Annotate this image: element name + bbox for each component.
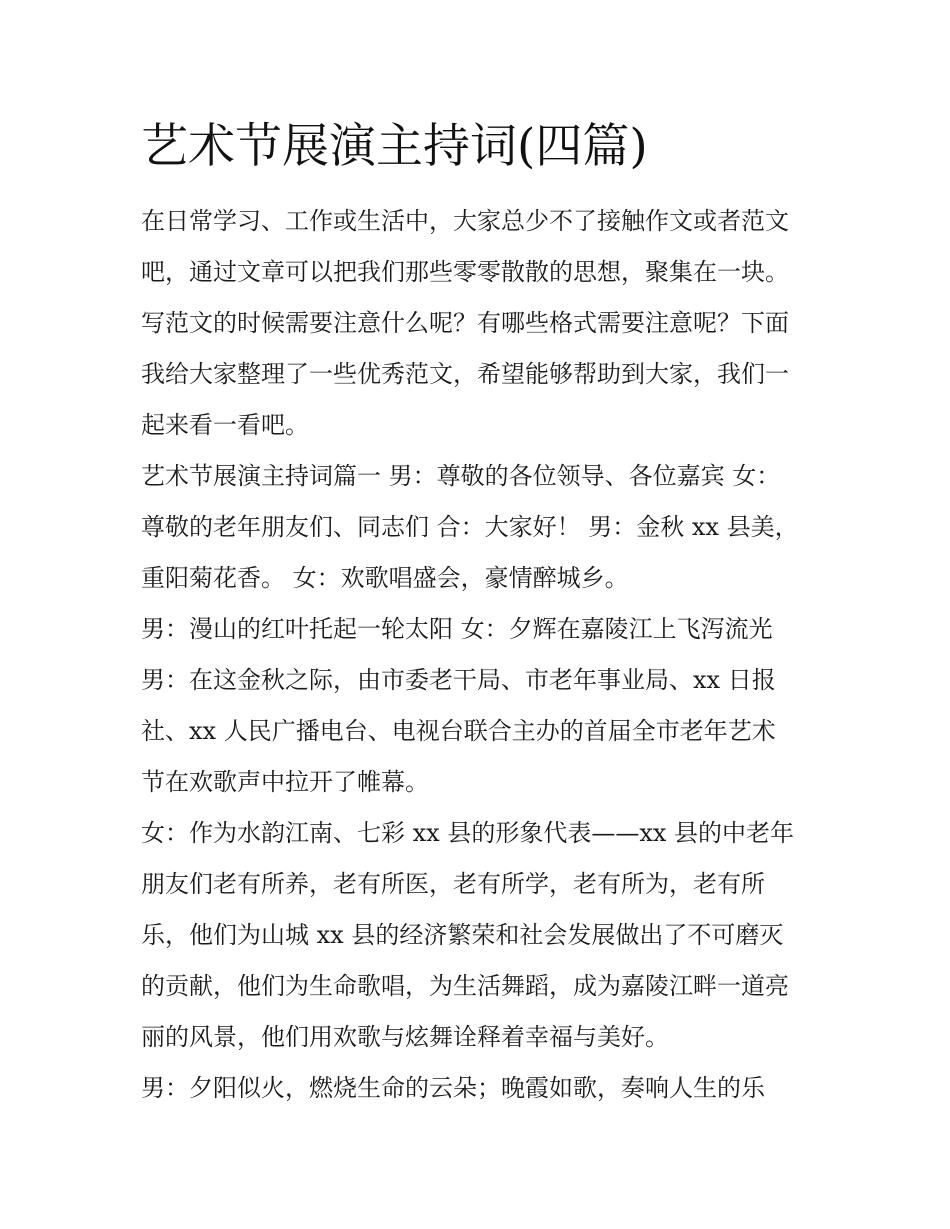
- body-line-14: 朋友们老有所养，老有所医，老有所学，老有所为，老有所: [141, 870, 765, 898]
- body-line-17: 丽的风景，他们用欢歌与炫舞诠释着幸福与美好。: [141, 1023, 669, 1051]
- body-line-3: 写范文的时候需要注意什么呢？有哪些格式需要注意呢？下面: [141, 309, 789, 337]
- body-line-13: 女：作为水韵江南、七彩 xx 县的形象代表——xx 县的中老年: [141, 819, 795, 847]
- body-line-7: 尊敬的老年朋友们、同志们 合：大家好！ 男：金秋 xx 县美，: [141, 513, 799, 541]
- body-line-9: 男：漫山的红叶托起一轮太阳 女：夕辉在嘉陵江上飞泻流光: [141, 615, 773, 643]
- body-line-11: 社、xx 人民广播电台、电视台联合主办的首届全市老年艺术: [141, 717, 776, 745]
- body-line-2: 吧，通过文章可以把我们那些零零散散的思想，聚集在一块。: [141, 258, 789, 286]
- body-line-6: 艺术节展演主持词篇一 男：尊敬的各位领导、各位嘉宾 女：: [141, 462, 781, 490]
- body-line-12: 节在欢歌声中拉开了帷幕。: [141, 768, 429, 796]
- body-line-5: 起来看一看吧。: [141, 411, 309, 439]
- body-line-16: 的贡献，他们为生命歌唱，为生活舞蹈，成为嘉陵江畔一道亮: [141, 972, 789, 1000]
- body-line-8: 重阳菊花香。 女：欢歌唱盛会，豪情醉城乡。: [141, 564, 629, 592]
- body-line-10: 男：在这金秋之际，由市委老干局、市老年事业局、xx 日报: [141, 666, 776, 694]
- body-line-1: 在日常学习、工作或生活中，大家总少不了接触作文或者范文: [141, 207, 789, 235]
- body-line-4: 我给大家整理了一些优秀范文，希望能够帮助到大家，我们一: [141, 360, 789, 388]
- document-title: 艺术节展演主持词(四篇): [141, 119, 648, 174]
- body-line-18: 男：夕阳似火，燃烧生命的云朵；晚霞如歌，奏响人生的乐: [141, 1074, 765, 1102]
- body-line-15: 乐，他们为山城 xx 县的经济繁荣和社会发展做出了不可磨灭: [141, 921, 784, 949]
